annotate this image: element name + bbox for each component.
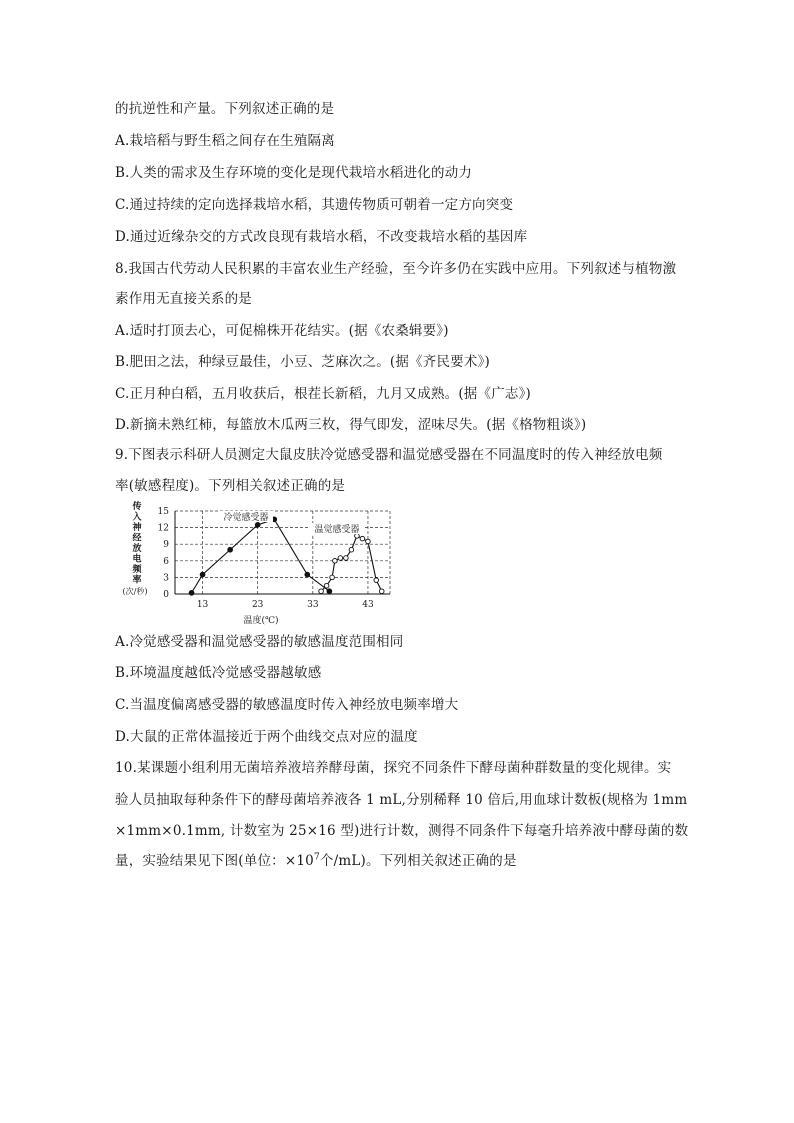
x-tick-label: 43	[362, 600, 374, 610]
text-line: 8.我国古代劳动人民积累的丰富农业生产经验，至今许多仍在实践中应用。下列叙述与植物激	[115, 261, 677, 277]
x-tick-label: 23	[251, 600, 264, 610]
text-line: B.人类的需求及生存环境的变化是现代栽培水稻进化的动力	[115, 165, 473, 181]
text-line: D.通过近缘杂交的方式改良现有栽培水稻，不改变栽培水稻的基因库	[115, 229, 528, 245]
data-point	[200, 572, 205, 577]
data-point	[255, 522, 260, 527]
x-axis-label: 温度(℃)	[243, 616, 279, 626]
y-label-char: 传	[132, 502, 142, 512]
text-line: C.通过持续的定向选择栽培水稻，其遗传物质可朝着一定方向突变	[115, 197, 514, 213]
y-label-unit: (次/秒)	[122, 587, 148, 596]
x-tick-label: 13	[196, 600, 209, 610]
data-point	[366, 539, 371, 544]
y-tick-label: 12	[157, 523, 169, 534]
data-point	[228, 547, 233, 552]
series-labels	[219, 511, 364, 535]
text-line: C.正月种白稻，五月收获后，根茬长新稻，九月又成熟。(据《广志》)	[115, 386, 532, 402]
data-point	[189, 590, 194, 595]
text-line: 10.某课题小组利用无菌培养液培养酵母菌，探究不同条件下酵母菌种群数量的变化规律。实	[115, 760, 672, 776]
text-line: D.大鼠的正常体温接近于两个曲线交点对应的温度	[115, 729, 418, 745]
text-line: 的抗逆性和产量。下列叙述正确的是	[115, 101, 335, 117]
text-line: A.栽培稻与野生稻之间存在生殖隔离	[115, 133, 335, 149]
text-line: A.适时打顶去心，可促棉株开花结实。(据《农桑辑要》)	[115, 323, 449, 339]
text-fragment: 量，实验结果见下图(单位：×10	[115, 853, 314, 869]
text-line: C.当温度偏离感受器的敏感温度时传入神经放电频率增大	[115, 697, 459, 713]
y-tick-label: 3	[163, 573, 169, 584]
text-line: 9.下图表示科研人员测定大鼠皮肤冷觉感受器和温觉感受器在不同温度时的传入神经放电频	[115, 447, 663, 463]
x-tick-label: 33	[307, 600, 319, 610]
data-point	[319, 589, 324, 594]
data-point	[324, 583, 329, 588]
data-point	[374, 578, 379, 583]
data-point	[349, 547, 354, 552]
text-fragment: 个/mL)。下列相关叙述正确的是	[319, 853, 517, 869]
data-point	[305, 572, 310, 577]
text-line	[115, 852, 517, 870]
y-label-char: 率	[132, 575, 142, 586]
series-label: 温觉感受器	[314, 525, 360, 535]
y-tick-label: 9	[163, 540, 169, 551]
text-line: 验人员抽取每种条件下的酵母菌培养液各 1 mL,分别稀释 10 倍后,用血球计数板(规格为 1mm	[115, 792, 688, 808]
y-label-char: 经	[132, 533, 142, 544]
data-point	[333, 559, 338, 564]
text-line: 率(敏感程度)。下列相关叙述正确的是	[115, 478, 346, 494]
data-point	[344, 556, 349, 561]
y-tick-label: 15	[157, 507, 169, 517]
text-line: B.肥田之法，种绿豆最佳，小豆、芝麻次之。(据《齐民要术》)	[115, 354, 490, 370]
y-label-char: 神	[132, 523, 142, 533]
data-point	[330, 575, 335, 580]
y-label-char: 频	[132, 565, 142, 575]
temperature-receptor-chart	[115, 497, 405, 633]
text-line: B.环境温度越低冷觉感受器越敏感	[115, 665, 322, 681]
data-point	[338, 556, 343, 561]
series-label: 冷觉感受器	[223, 513, 269, 523]
data-point	[327, 589, 332, 594]
data-point	[360, 536, 365, 541]
exponent: 7	[313, 852, 320, 863]
series-line	[192, 519, 330, 593]
text-line: ×1mm×0.1mm, 计数室为 25×16 型)进行计数，测得不同条件下每毫升培养液中酵母菌的数	[115, 823, 689, 839]
y-label-char: 入	[132, 512, 142, 523]
text-line: A.冷觉感受器和温觉感受器的敏感温度范围相同	[115, 634, 404, 650]
y-tick-label: 0	[163, 590, 169, 600]
y-label-char: 放	[132, 544, 142, 554]
text-line: D.新摘未熟红柿，每篮放木瓜两三枚，得气即发，涩味尽失。(据《格物粗谈》)	[115, 417, 587, 433]
text-line: 素作用无直接关系的是	[115, 291, 252, 307]
y-axis-label	[123, 500, 148, 596]
y-label-char: 电	[132, 554, 142, 565]
y-tick-label: 6	[163, 556, 169, 567]
data-point	[379, 589, 384, 594]
